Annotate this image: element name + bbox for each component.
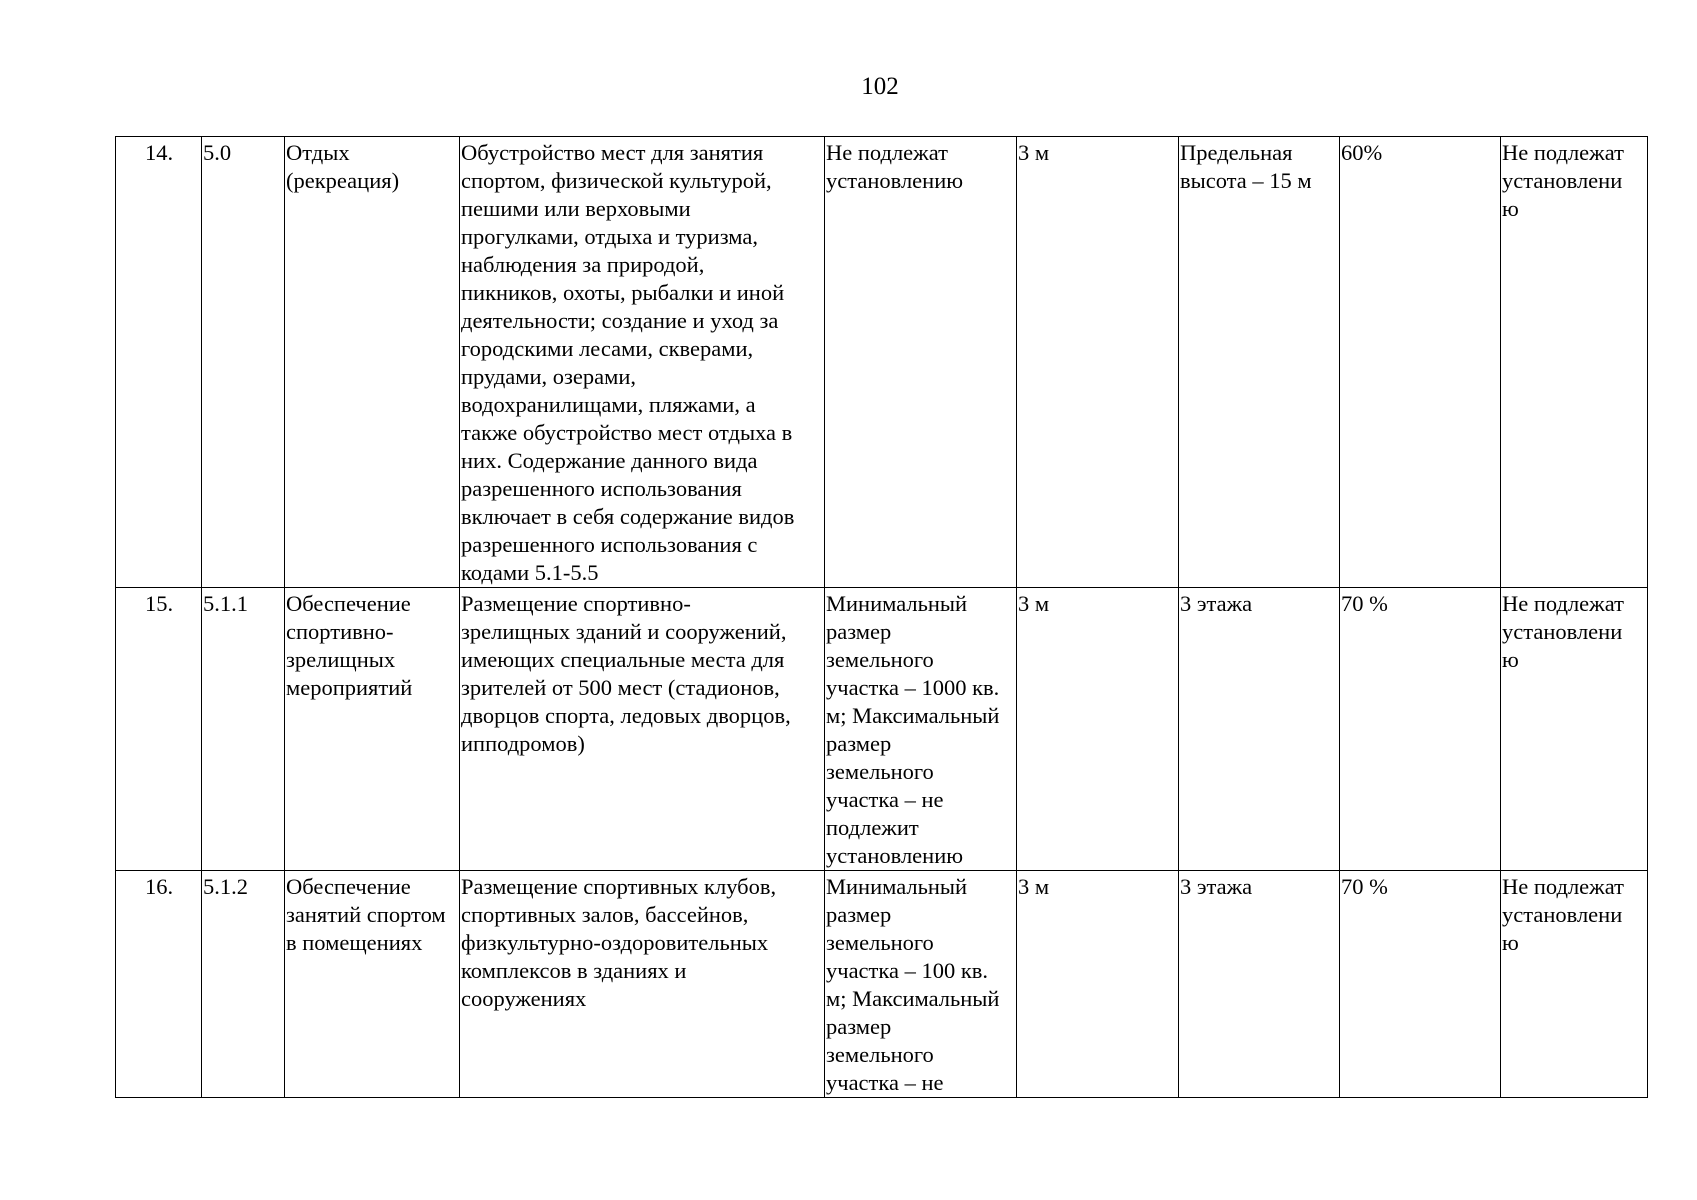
area-cell bbox=[825, 871, 1017, 1098]
page-number: 102 bbox=[861, 73, 899, 100]
code-cell bbox=[202, 588, 285, 871]
use-code: 5.0 bbox=[203, 140, 232, 165]
indent-cell bbox=[1017, 588, 1179, 871]
row-number-cell bbox=[116, 588, 202, 871]
use-description: Размещение спортивных клубов, спортивных залов, бассейнов, физкультурно-оздоровительных комплексов в зданиях и сооружениях bbox=[461, 874, 777, 1011]
plot-area-limits: Минимальный размер земельного участка – 1000 кв. м; Максимальный размер земельного участка – не подлежит установлению bbox=[826, 591, 1000, 868]
use-code: 5.1.2 bbox=[203, 874, 248, 899]
other-parameters: Не подлежат установлени ю bbox=[1502, 874, 1624, 955]
row-number: 16. bbox=[144, 874, 174, 899]
use-code: 5.1.1 bbox=[203, 591, 248, 616]
description-cell bbox=[460, 871, 825, 1098]
name-cell bbox=[285, 588, 460, 871]
code-cell bbox=[202, 871, 285, 1098]
row-number-cell bbox=[116, 871, 202, 1098]
min-indent: 3 м bbox=[1018, 591, 1050, 616]
height-cell bbox=[1179, 588, 1340, 871]
other-parameters: Не подлежат установлени ю bbox=[1502, 591, 1624, 672]
height-cell bbox=[1179, 137, 1340, 588]
code-cell bbox=[202, 137, 285, 588]
max-coverage: 60% bbox=[1341, 140, 1383, 165]
plot-area-limits: Не подлежат установлению bbox=[826, 140, 964, 193]
use-description: Обустройство мест для занятия спортом, физической культурой, пешими или верховыми прогулками, отдыха и туризма, наблюдения за природой, пикников, охоты, рыбалки и иной деятельности; создание и уход за городскими лесами, скверами, прудами, озерами, водохранилищами, пляжами, а также обустройство мест отдыха в них. Содержание данного вида разрешенного использования включает в себя содержание видов разрешенного использования с кодами 5.1-5.5 bbox=[461, 140, 795, 585]
description-cell bbox=[460, 588, 825, 871]
max-height: 3 этажа bbox=[1180, 874, 1253, 899]
use-name: Отдых (рекреация) bbox=[286, 140, 400, 193]
indent-cell bbox=[1017, 871, 1179, 1098]
table-row bbox=[116, 871, 1648, 1098]
area-cell bbox=[825, 137, 1017, 588]
coverage-cell bbox=[1340, 871, 1501, 1098]
row-number: 14. bbox=[144, 140, 174, 165]
coverage-cell bbox=[1340, 137, 1501, 588]
plot-area-limits: Минимальный размер земельного участка – 100 кв. м; Максимальный размер земельного участка – не bbox=[826, 874, 1000, 1095]
indent-cell bbox=[1017, 137, 1179, 588]
max-height: Предельная высота – 15 м bbox=[1180, 140, 1312, 193]
row-number: 15. bbox=[144, 591, 174, 616]
name-cell bbox=[285, 871, 460, 1098]
coverage-cell bbox=[1340, 588, 1501, 871]
row-number-cell bbox=[116, 137, 202, 588]
other-cell bbox=[1501, 137, 1648, 588]
area-cell bbox=[825, 588, 1017, 871]
name-cell bbox=[285, 137, 460, 588]
use-name: Обеспечение спортивно- зрелищных мероприятий bbox=[286, 591, 413, 700]
use-name: Обеспечение занятий спортом в помещениях bbox=[286, 874, 446, 955]
description-cell bbox=[460, 137, 825, 588]
max-coverage: 70 % bbox=[1341, 874, 1388, 899]
max-height: 3 этажа bbox=[1180, 591, 1253, 616]
table-row bbox=[116, 588, 1648, 871]
table-row bbox=[116, 137, 1648, 588]
other-parameters: Не подлежат установлени ю bbox=[1502, 140, 1624, 221]
zoning-regulations-table bbox=[115, 136, 1648, 1098]
other-cell bbox=[1501, 588, 1648, 871]
min-indent: 3 м bbox=[1018, 874, 1050, 899]
height-cell bbox=[1179, 871, 1340, 1098]
use-description: Размещение спортивно- зрелищных зданий и сооружений, имеющих специальные места для зрителей от 500 мест (стадионов, дворцов спорта, ледовых дворцов, ипподромов) bbox=[461, 591, 791, 756]
other-cell bbox=[1501, 871, 1648, 1098]
min-indent: 3 м bbox=[1018, 140, 1050, 165]
max-coverage: 70 % bbox=[1341, 591, 1388, 616]
